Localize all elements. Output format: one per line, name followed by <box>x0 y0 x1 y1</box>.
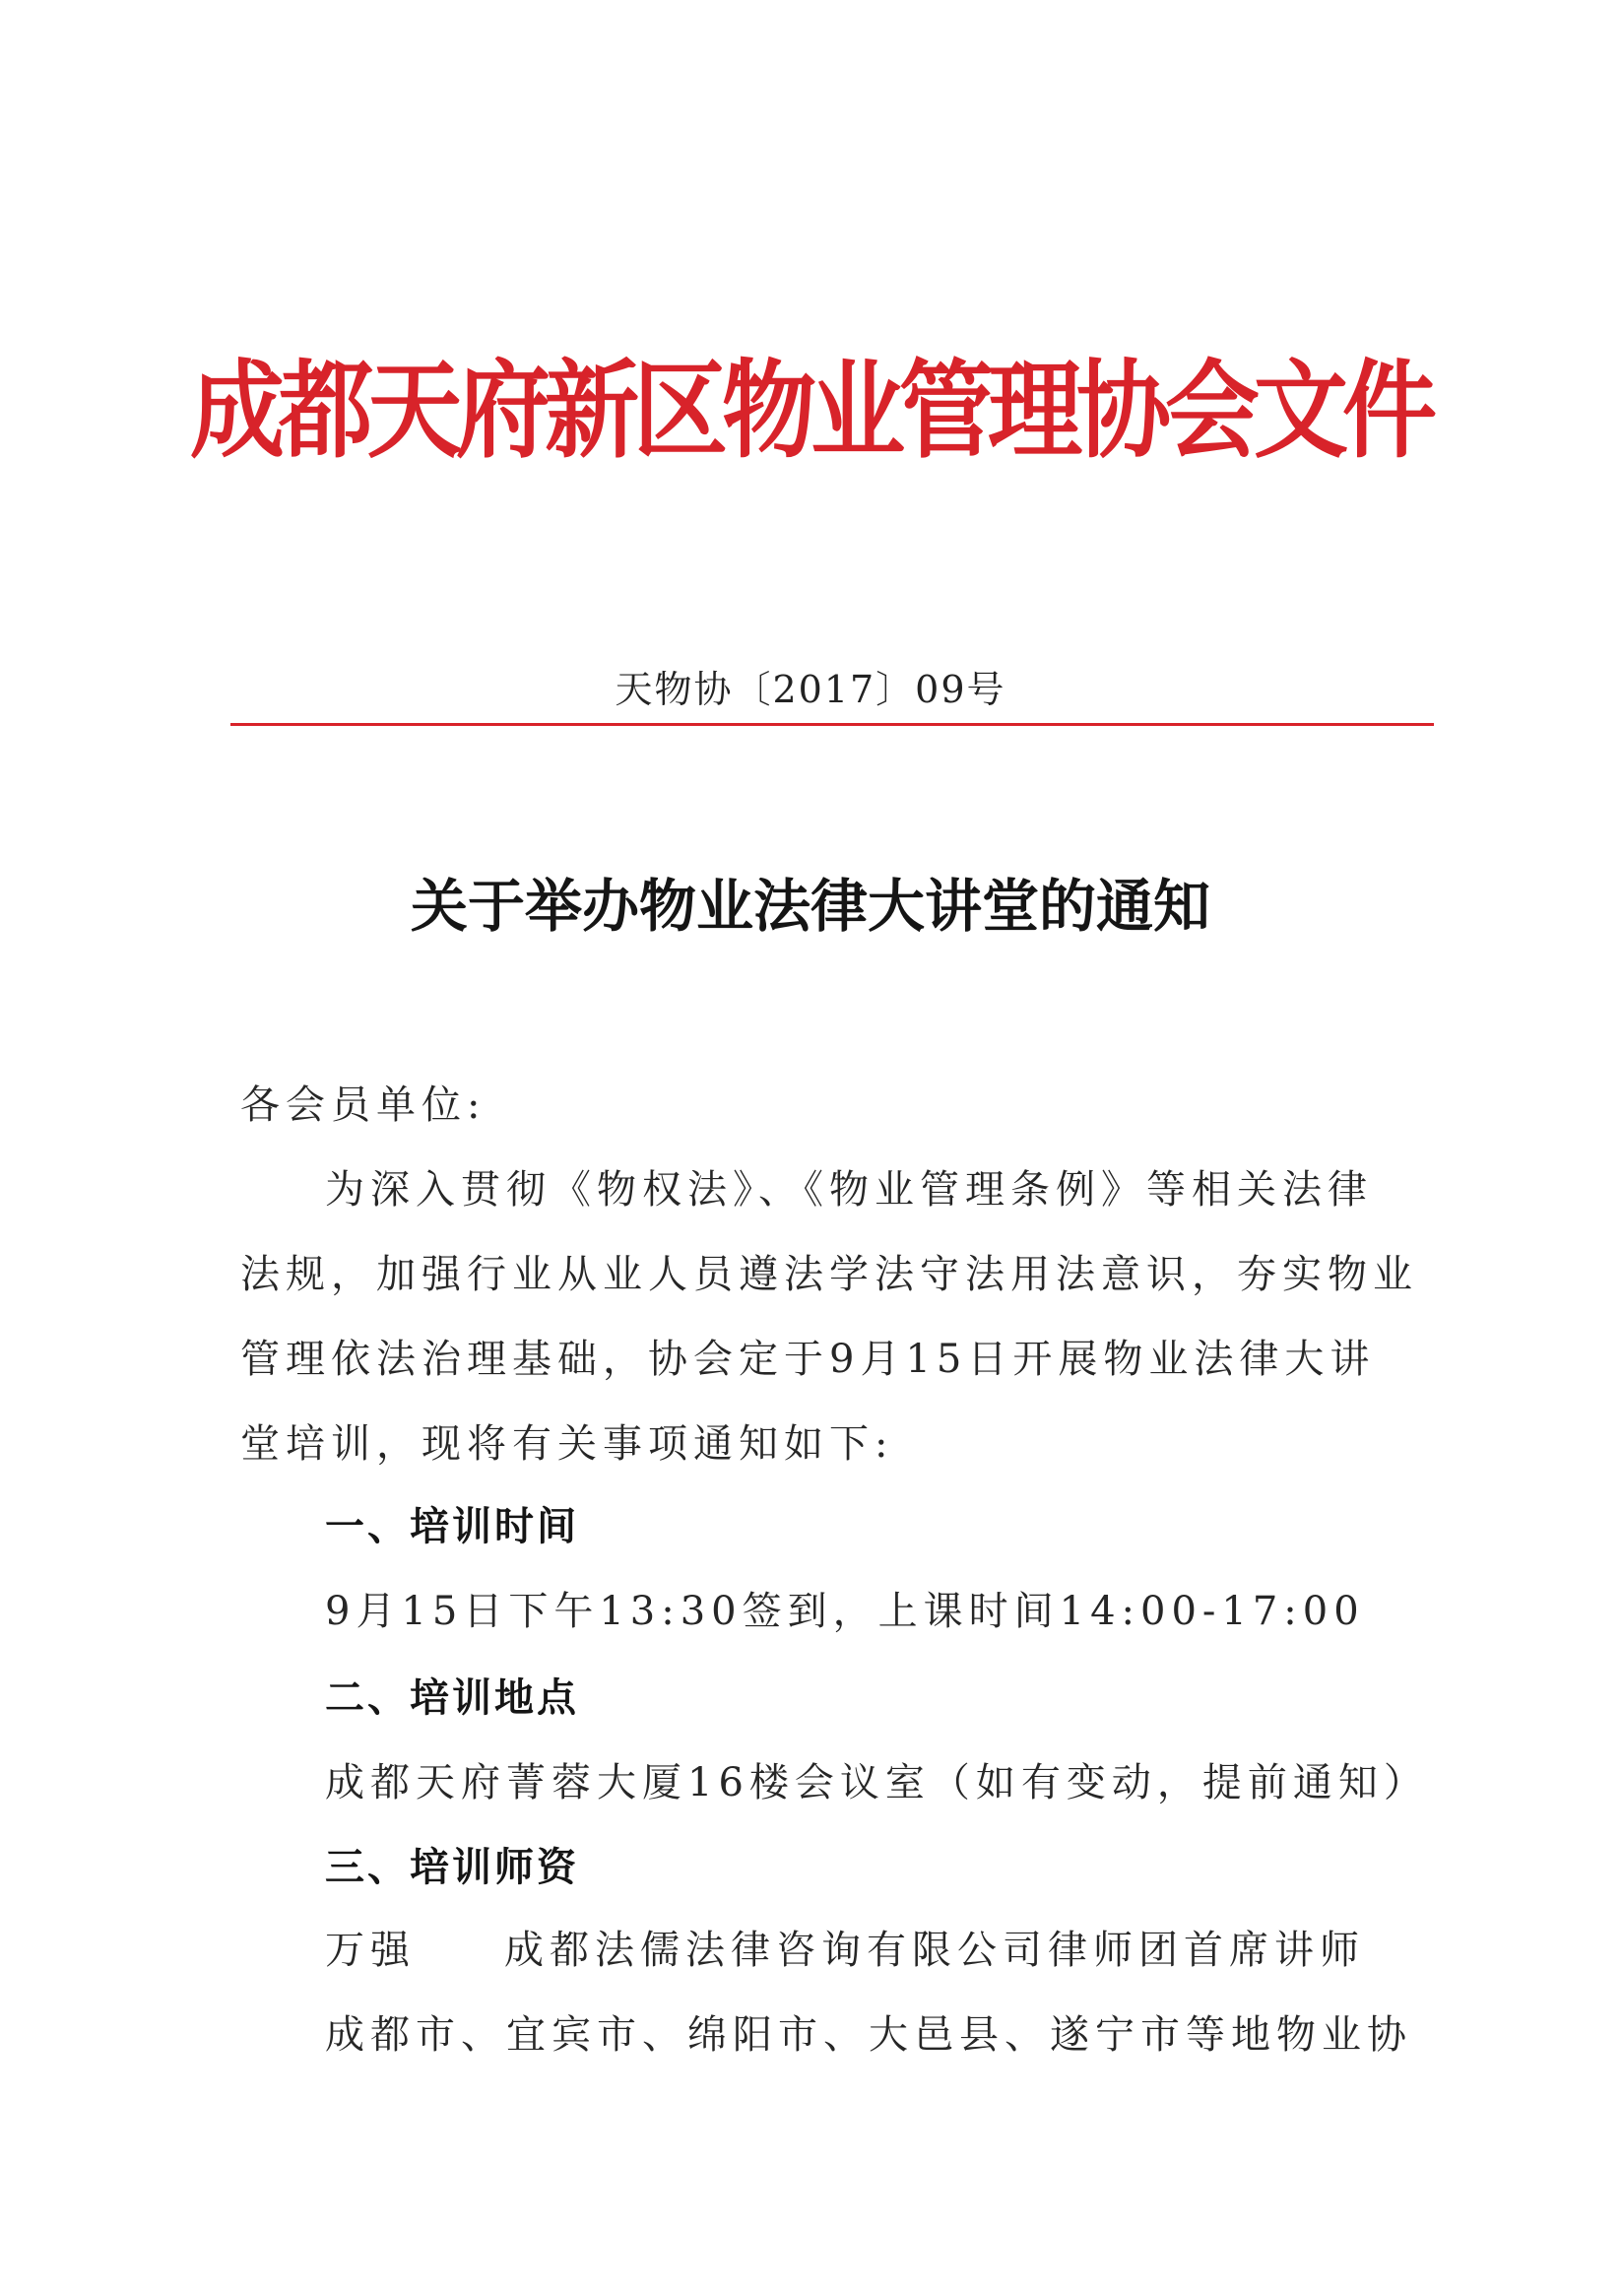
section-heading-instructor: 三、培训师资 <box>325 1845 579 1890</box>
instructor-detail-line: 成都市、宜宾市、绵阳市、大邑县、遂宁市等地物业协 <box>325 2012 1412 2058</box>
intro-line: 为深入贯彻《物权法》、《物业管理条例》等相关法律 <box>325 1167 1373 1213</box>
intro-line: 管理依法治理基础，协会定于9月15日开展物业法律大讲 <box>240 1337 1376 1382</box>
org-document-header: 成都天府新区物业管理协会文件 <box>190 348 1431 473</box>
section-heading-location: 二、培训地点 <box>325 1675 579 1721</box>
section-heading-time: 一、培训时间 <box>325 1504 579 1549</box>
instructor-line <box>325 1921 1365 1980</box>
section-content-location: 成都天府菁蓉大厦16楼会议室（如有变动，提前通知） <box>325 1760 1429 1805</box>
section-content-time: 9月15日下午13:30签到，上课时间14:00-17:00 <box>325 1589 1365 1634</box>
notice-title: 关于举办物业法律大讲堂的通知 <box>410 873 1210 940</box>
red-divider-line <box>230 723 1434 726</box>
intro-line: 法规，加强行业从业人员遵法学法守法用法意识，夯实物业 <box>240 1252 1418 1297</box>
instructor-name: 万强 <box>325 1928 416 1973</box>
intro-line: 堂培训，现将有关事项通知如下: <box>240 1421 894 1467</box>
salutation: 各会员单位: <box>240 1082 486 1128</box>
instructor-title: 成都法儒法律咨询有限公司律师团首席讲师 <box>504 1928 1365 1973</box>
document-number: 天物协〔2017〕09号 <box>615 668 1006 711</box>
